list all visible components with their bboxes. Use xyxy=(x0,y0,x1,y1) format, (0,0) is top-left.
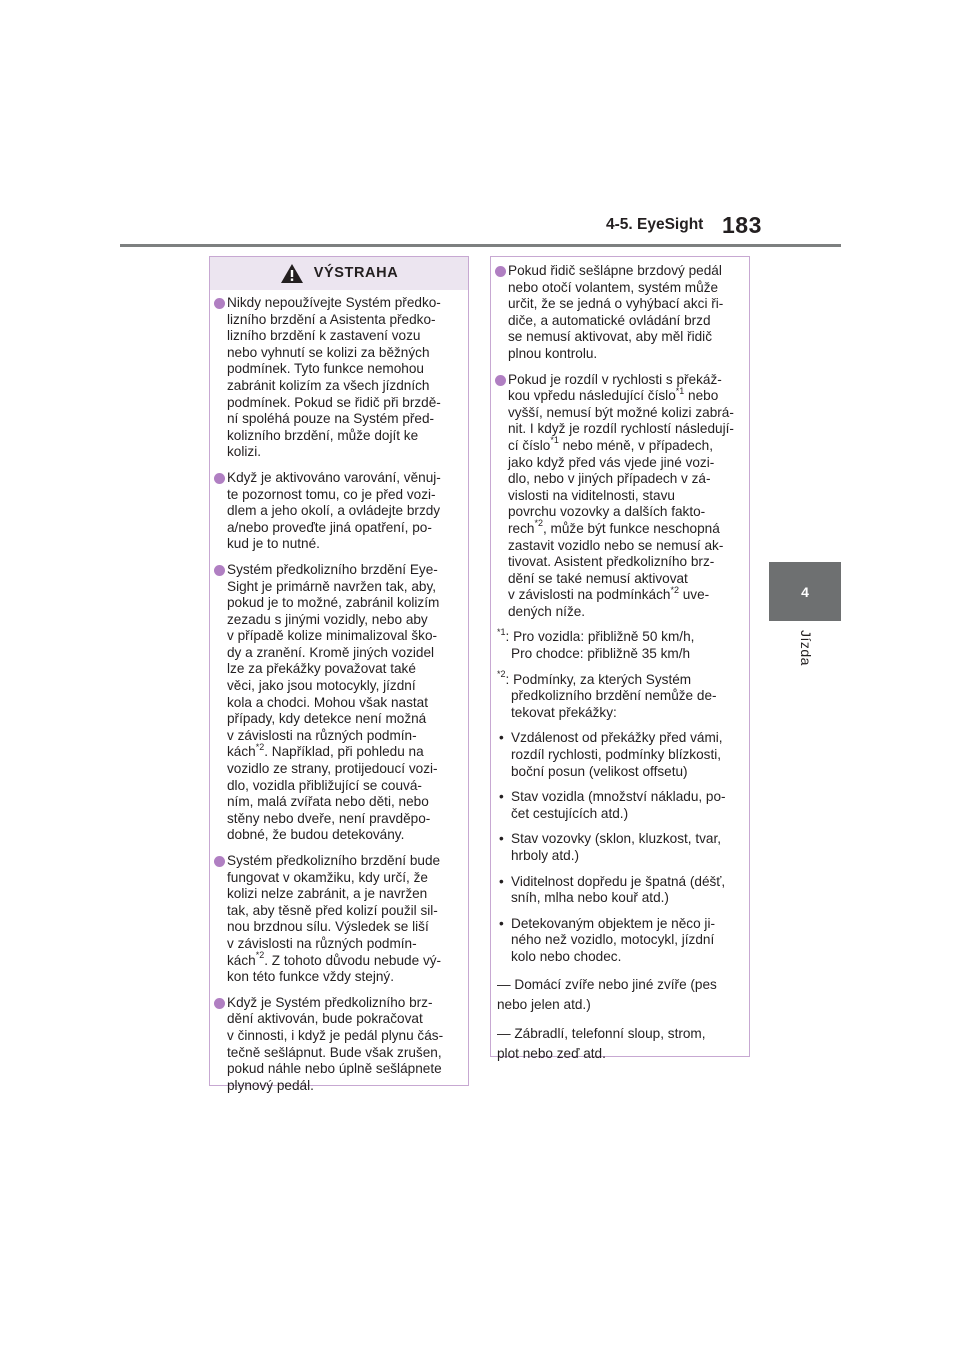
text-line: Viditelnost dopředu je špatná (déšť, xyxy=(511,873,726,889)
text-line: pokud náhle nebo úplně sešlápnete xyxy=(227,1061,442,1077)
text-line: dy a zranění. Kromě jiných vozidel xyxy=(227,644,435,660)
text-line: tekovat překážky: xyxy=(511,704,617,720)
footnote-ref: *2 xyxy=(534,518,543,529)
bullet-dot-icon xyxy=(495,375,506,386)
info-items xyxy=(491,263,749,620)
text-line: boční posun (velikost offsetu) xyxy=(511,763,688,779)
bullet-dot-icon xyxy=(214,298,225,309)
text-line: kolo nebo chodec. xyxy=(511,948,622,964)
text-line: Systém předkolizního brzdění bude xyxy=(227,853,441,868)
text-line: Když je aktivováno varování, věnuj- xyxy=(227,469,441,485)
text-line: vozidlo ze strany, protijedoucí vozi- xyxy=(227,761,438,777)
text-line: dlo, nebo v jiných případech v zá- xyxy=(508,471,711,487)
text-line: nebo otočí volantem, systém může xyxy=(508,279,719,295)
footnote xyxy=(491,626,749,662)
text-line: rozdíl rychlosti, podmínky blízkosti, xyxy=(511,747,722,763)
text-line: kolizi. xyxy=(227,444,261,460)
text-line: ní spoléhá pouze na Systém před- xyxy=(227,411,435,427)
text-line: kolizi nelze zabránit, a je navržen xyxy=(227,886,428,902)
text-line: lze za překážky považovat také xyxy=(227,661,416,677)
warning-body xyxy=(210,290,468,1094)
text-line: v závislosti na různých podmín- xyxy=(227,727,417,743)
text-line: plot nebo zeď atd. xyxy=(497,1045,606,1061)
warning-box xyxy=(209,256,469,1093)
text-line: pokud je to možné, zabránil kolizím xyxy=(227,595,440,611)
text-line: zezadu s jinými vozidly, nebo aby xyxy=(227,611,428,627)
text-line: Nikdy nepoužívejte Systém předko- xyxy=(227,295,441,310)
condition-item xyxy=(491,916,749,966)
text-line: cí číslo$^{*1}$ nebo méně, v případech, xyxy=(508,435,713,453)
info-box xyxy=(490,256,750,1061)
footnote-ref: *1 xyxy=(550,435,559,446)
warning-item xyxy=(210,995,468,1095)
condition-item xyxy=(491,789,749,822)
text-line: věci, jako jsou motocykly, jízdní xyxy=(227,678,416,694)
text-line: Pokud je rozdíl v rychlosti s překáž- xyxy=(508,371,722,387)
text-line: zastavit vozidlo nebo se nemusí ak- xyxy=(508,537,724,553)
header-rule xyxy=(120,244,841,247)
text-line: ného než vozidlo, motocykl, jízdní xyxy=(511,932,715,948)
sub-condition-item xyxy=(491,975,749,1015)
text-line: v činnosti, i když je pedál plynu čás- xyxy=(227,1027,444,1043)
text-line: Systém předkolizního brzdění Eye- xyxy=(227,561,438,577)
warning-item xyxy=(210,295,468,461)
text-line: rech$^{*2}$, může být funkce neschopná xyxy=(508,518,720,536)
text-line: Pro chodce: přibližně 35 km/h xyxy=(511,646,691,662)
text-line: sníh, mlha nebo kouř atd.) xyxy=(511,890,669,906)
text-line: $^{*2}$: Podmínky, za kterých Systém xyxy=(497,669,692,687)
text-line: tivovat. Asistent předkolizního brz- xyxy=(508,554,715,570)
text-line: plnou kontrolu. xyxy=(508,345,598,361)
text-line: v případě kolize minimalizoval ško- xyxy=(227,628,438,644)
info-item xyxy=(491,263,749,363)
footnotes xyxy=(491,626,749,721)
bullet-icon: • xyxy=(499,915,504,931)
chapter-tab[interactable] xyxy=(769,562,841,621)
text-line: kou vpředu následující číslo$^{*1}$ nebo xyxy=(508,385,719,404)
footnote-ref: *2 xyxy=(255,741,265,752)
text-line: zabránit kolizím za všech jízdních xyxy=(227,377,430,393)
text-line: lizního brzdění a Asistenta předko- xyxy=(227,311,436,327)
section-title: 4-5. EyeSight xyxy=(606,216,704,233)
text-line: kolizního brzdění, může dojít ke xyxy=(227,427,419,443)
bullet-icon: • xyxy=(499,873,504,889)
info-item xyxy=(491,372,749,621)
text-line: a/nebo proveďte jiná opatření, po- xyxy=(227,519,432,535)
text-line: lizního brzdění k zastavení vozu xyxy=(227,328,421,344)
bullet-icon: • xyxy=(499,789,504,805)
chapter-number: 4 xyxy=(801,583,809,600)
text-line: dlo, vozidla přibližující se couvá- xyxy=(227,777,422,793)
footnote xyxy=(491,669,749,722)
text-line: případy, kdy detekce není možná xyxy=(227,711,427,727)
warning-item xyxy=(210,853,468,986)
text-line: Vzdálenost od překážky před vámi, xyxy=(511,730,723,746)
warning-triangle-icon xyxy=(280,263,304,284)
text-line: Když je Systém předkolizního brz- xyxy=(227,994,433,1010)
text-line: tak, aby těsně před kolizí použil sil- xyxy=(227,902,438,918)
text-line: nou brzdnou sílu. Výsledek se liší xyxy=(227,919,429,935)
text-line: v závislosti na podmínkách$^{*2}$ uve- xyxy=(508,584,710,603)
footnote-mark: *2 xyxy=(497,669,506,680)
text-line: stěny nebo dveře, není pravděpo- xyxy=(227,810,431,826)
text-line: Stav vozovky (sklon, kluzkost, tvar, xyxy=(511,831,722,847)
text-line: tečně sešlápnut. Bude však zrušen, xyxy=(227,1044,442,1060)
text-line: kola a chodci. Mohou však nastat xyxy=(227,694,428,710)
warning-item xyxy=(210,562,468,844)
text-line: dobné, že budou detekovány. xyxy=(227,827,405,843)
text-line: Stav vozidla (množství nákladu, po- xyxy=(511,789,726,805)
text-line: v závislosti na různých podmín- xyxy=(227,935,417,951)
footnote-ref: *1 xyxy=(675,385,685,396)
sub-condition-item xyxy=(491,1024,749,1064)
bullet-icon: • xyxy=(499,730,504,746)
text-line: $^{*1}$: Pro vozidla: přibližně 50 km/h, xyxy=(497,626,695,645)
condition-item xyxy=(491,831,749,864)
text-line: čet cestujících atd.) xyxy=(511,805,629,821)
text-line: — Domácí zvíře nebo jiné zvíře (pes xyxy=(497,976,717,992)
text-line: nebo vyhnutí se kolizi za běžných xyxy=(227,344,430,360)
bullet-dot-icon xyxy=(495,266,506,277)
text-line: diče, a automatické ovládání brzd xyxy=(508,312,711,328)
text-line: kud je to nutné. xyxy=(227,536,320,552)
sub-condition-list xyxy=(491,975,749,1064)
text-line: povrchu vozovky a dalších fakto- xyxy=(508,504,706,520)
text-line: podmínek. Pokud se řidič při brzdě- xyxy=(227,394,441,410)
text-line: nit. I když je rozdíl rychlostí následují- xyxy=(508,421,734,437)
condition-list xyxy=(491,730,749,965)
warning-header xyxy=(210,257,468,290)
text-line: dění aktivován, bude pokračovat xyxy=(227,1011,423,1027)
bullet-dot-icon xyxy=(214,856,225,867)
text-line: plynový pedál. xyxy=(227,1077,314,1093)
text-line: Detekovaným objektem je něco ji- xyxy=(511,915,715,931)
chapter-label: Jízda xyxy=(798,630,814,666)
text-line: předkolizního brzdění nemůže de- xyxy=(511,688,717,704)
text-line: se nemusí aktivovat, aby měl řidič xyxy=(508,329,712,345)
bullet-dot-icon xyxy=(214,998,225,1009)
text-line: dění se také nemusí aktivovat xyxy=(508,570,688,586)
text-line: kách$^{*2}$. Z tohoto důvodu nebude vý- xyxy=(227,950,442,968)
text-line: hrboly atd.) xyxy=(511,848,580,863)
warning-title: VÝSTRAHA xyxy=(313,265,399,282)
bullet-dot-icon xyxy=(214,473,225,484)
condition-item xyxy=(491,874,749,907)
footnote-mark: *1 xyxy=(497,626,506,637)
text-line: Sight je primárně navržen tak, aby, xyxy=(227,578,437,594)
condition-item xyxy=(491,730,749,780)
text-line: nebo jelen atd.) xyxy=(497,996,591,1012)
text-line: vislosti na viditelnosti, stavu xyxy=(508,487,675,503)
text-line: ním, malá zvířata nebo děti, nebo xyxy=(227,794,429,810)
text-line: kách$^{*2}$. Například, při pohledu na xyxy=(227,741,424,760)
warning-item xyxy=(210,470,468,553)
page-number: 183 xyxy=(722,212,762,238)
text-line: — Zábradlí, telefonní sloup, strom, xyxy=(497,1025,706,1041)
text-line: jako když před vás vjede jiné vozi- xyxy=(508,454,715,470)
text-line: Pokud řidič sešlápne brzdový pedál xyxy=(508,263,722,278)
text-line: kon této funkce vždy stejný. xyxy=(227,969,394,985)
text-line: podmínek. Tyto funkce nemohou xyxy=(227,361,424,377)
footnote-ref: *2 xyxy=(670,584,679,595)
text-line: dených níže. xyxy=(508,603,586,619)
bullet-icon: • xyxy=(499,831,504,847)
text-line: určit, že se jedná o vyhýbací akci ři- xyxy=(508,296,724,312)
footnote-ref: *2 xyxy=(255,950,265,961)
text-line: te pozornost tomu, co je před vozi- xyxy=(227,486,436,502)
text-line: fungovat v okamžiku, kdy určí, že xyxy=(227,869,428,885)
text-line: dlem a jeho okolí, a ovládejte brzdy xyxy=(227,503,441,519)
text-line: vyšší, nemusí být možné kolizi zabrá- xyxy=(508,404,734,420)
bullet-dot-icon xyxy=(214,565,225,576)
